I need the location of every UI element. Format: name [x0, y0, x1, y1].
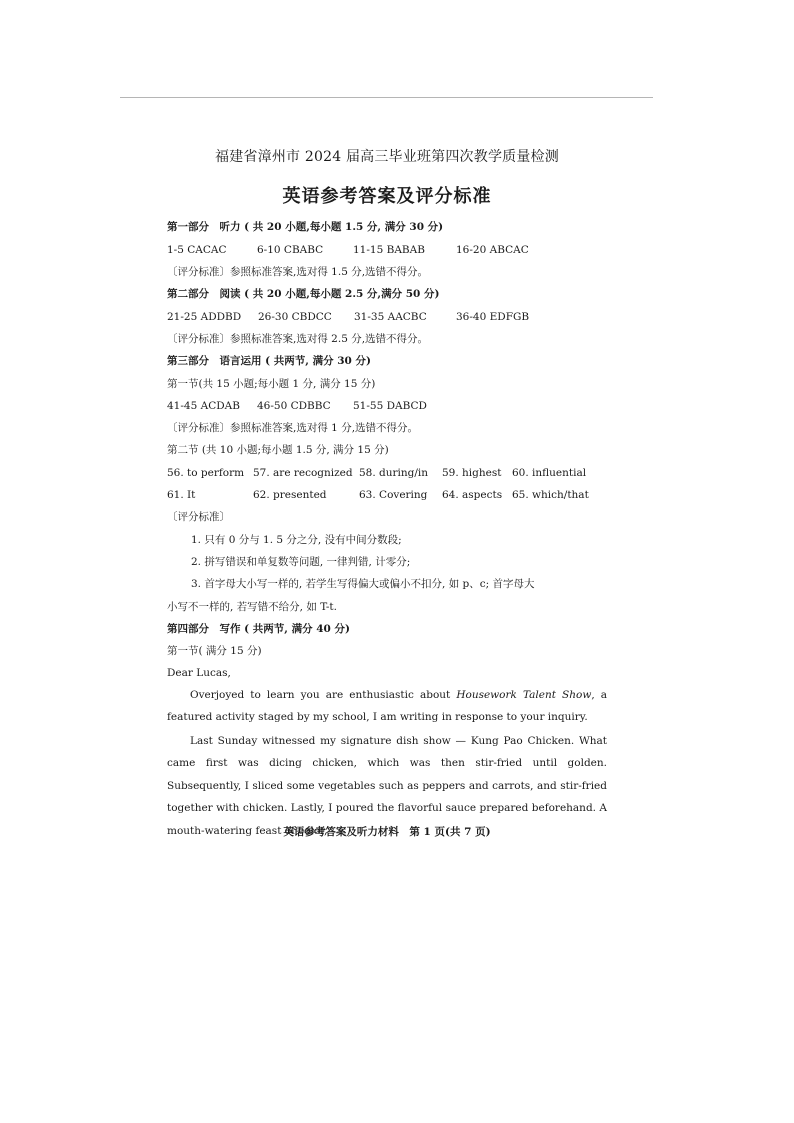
answer-group: 16-20 ABCAC	[456, 244, 529, 256]
scoring-rule-1: 1. 只有 0 分与 1. 5 分之分, 没有中间分数段;	[191, 534, 402, 546]
answer-item: 59. highest	[442, 467, 502, 479]
top-rule	[120, 97, 653, 98]
answer-group: 36-40 EDFGB	[456, 311, 530, 323]
answer-group: 31-35 AACBC	[354, 311, 427, 323]
answer-group: 51-55 DABCD	[353, 400, 427, 412]
letter-paragraph-1	[167, 684, 607, 729]
scoring-rule-3: 3. 首字母大小写一样的, 若学生写得偏大或偏小不扣分, 如 p、c; 首字母大	[191, 578, 535, 590]
part4-section1-heading: 第一节( 满分 15 分)	[167, 645, 262, 657]
answer-item: 58. during/in	[359, 467, 429, 479]
paragraph-text: , a featured activity staged by my school, I am writing in response to your inquiry.	[167, 689, 608, 724]
answer-group: 21-25 ADDBD	[167, 311, 242, 323]
part3-section1-criteria: 〔评分标准〕参照标准答案,选对得 1 分,选错不得分。	[167, 422, 419, 434]
part3-section2-row1	[167, 466, 607, 480]
part3-section2-heading: 第二节 (共 10 小题;每小题 1.5 分, 满分 15 分)	[167, 444, 389, 456]
part1-heading: 第一部分 听力 ( 共 20 小题,每小题 1.5 分, 满分 30 分)	[167, 221, 444, 233]
part3-section1-answers	[167, 399, 607, 413]
scoring-rule-2: 2. 拼写错误和单复数等问题, 一律判错, 计零分;	[191, 556, 411, 568]
part3-section2-criteria-label: 〔评分标准〕	[167, 511, 230, 523]
answer-item: 61. It	[167, 489, 196, 501]
answer-item: 63. Covering	[359, 489, 428, 501]
part2-heading: 第二部分 阅读 ( 共 20 小题,每小题 2.5 分,满分 50 分)	[167, 288, 440, 300]
part3-heading: 第三部分 语言运用 ( 共两节, 满分 30 分)	[167, 355, 371, 367]
answer-item: 64. aspects	[442, 489, 503, 501]
answer-item: 56. to perform	[167, 467, 245, 479]
part2-answers	[167, 310, 607, 324]
answer-group: 41-45 ACDAB	[167, 400, 240, 412]
answer-item: 60. influential	[512, 467, 587, 479]
part4-heading: 第四部分 写作 ( 共两节, 满分 40 分)	[167, 623, 350, 635]
part3-section1-heading: 第一节(共 15 小题;每小题 1 分, 满分 15 分)	[167, 378, 376, 390]
answer-group: 1-5 CACAC	[167, 244, 227, 256]
part1-criteria: 〔评分标准〕参照标准答案,选对得 1.5 分,选错不得分。	[167, 266, 429, 278]
scoring-rule-3-continued: 小写不一样的, 若写错不给分, 如 T-t.	[167, 601, 337, 613]
answer-item: 57. are recognized	[253, 467, 353, 479]
answer-item: 65. which/that	[512, 489, 589, 501]
letter-paragraph-2: Last Sunday witnessed my signature dish show — Kung Pao Chicken. What came first was dicing chicken, which was then stir-fried until golden. Subsequently, I sliced some vegetables such as peppers and carrots, and stir-fried together with chicken. Lastly, I poured the flavorful sauce prepared beforehand. A mouth-watering feast of color,	[167, 735, 607, 837]
page-title: 英语参考答案及评分标准	[282, 186, 492, 207]
part1-answers	[167, 243, 607, 257]
answer-item: 62. presented	[253, 489, 327, 501]
answer-group: 46-50 CDBBC	[257, 400, 331, 412]
answer-group: 26-30 CBDCC	[258, 311, 332, 323]
page-footer: 英语参考答案及听力材料 第 1 页(共 7 页)	[283, 826, 491, 838]
answer-group: 6-10 CBABC	[257, 244, 324, 256]
part3-section2-row2	[167, 488, 607, 502]
show-name: Housework Talent Show	[456, 689, 592, 701]
exam-subtitle: 福建省漳州市 2024 届高三毕业班第四次教学质量检测	[215, 149, 559, 165]
part2-criteria: 〔评分标准〕参照标准答案,选对得 2.5 分,选错不得分。	[167, 333, 429, 345]
paragraph-text: Overjoyed to learn you are enthusiastic about	[190, 689, 457, 701]
answer-group: 11-15 BABAB	[353, 244, 425, 256]
letter-salutation: Dear Lucas,	[167, 667, 231, 679]
